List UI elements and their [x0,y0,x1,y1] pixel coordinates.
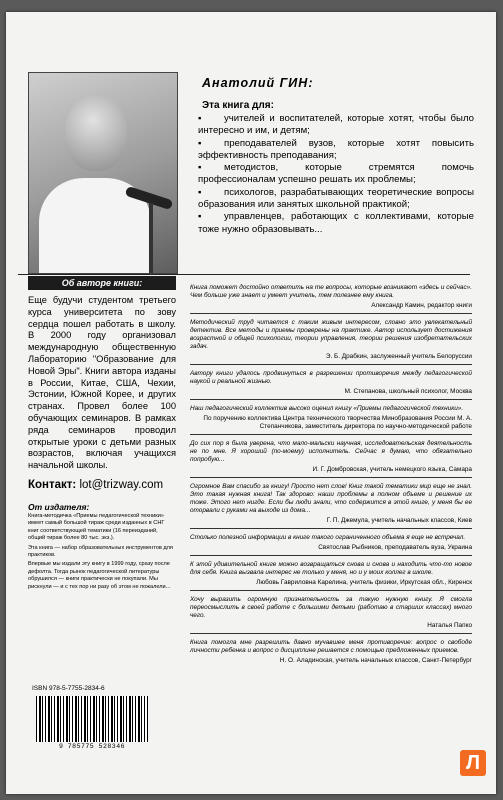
review: Наш педагогический коллектив высоко оценил книгу «Приемы педагогической техники». По поручению коллектива Центра технического творчества Минобразования России М. А. Степанчикова, заместитель директора по научно-методической работе [190,403,472,435]
list-item: ▪ учителей и воспитателей, которые хотят, чтобы было интересно и им, и детям; [198,113,474,137]
audience-list [198,113,474,236]
list-item: ▪ психологов, разрабатывающих теоретические вопросы образования или занятых школьной практикой; [198,186,474,211]
review: Книга поможет достойно ответить на те вопросы, которые возникают «здесь и сейчас». Чем больше уже знает и умеет учитель, тем полезнее ему книга. Александр Камин, редактор книги [190,282,472,314]
review: Автору книги удалось продвинуться в разрешении противоречия между педагогической наукой и реальной жизнью. М. Степанова, школьный психолог, Москва [190,368,472,400]
review: Огромное Вам спасибо за книгу! Просто нет слов! Книг такой тематики мир еще не знал. Это такая нужная книга! Так здорово: наши проблемы в полном объеме и решение их тоже. Этого нет нигде. Если бы люди знали, что содержится в этой книге, у меня бы ее оторвали с руками на выходе из дома... Г. П. Джемула, учитель начальных классов, Киев [190,481,472,529]
book-back-cover [6,12,496,794]
publisher-header: От издателя: [28,502,90,512]
review: До сих пор я была уверена, что мало-мальски научная, исследовательская деятельность не по мне. Я хороший (по-моему) исполнитель. Сейчас я думаю, что обязательно попробую... И. Г. Домбровская, учитель немецкого языка, Самара [190,438,472,478]
barcode [36,696,148,742]
contact-label: Контакт: [28,479,77,491]
review: Методический труд читается с таким живым интересом, словно это увлекательный детектив. Все методы и приемы проверены на практике. Автор использует достижения возрастной и общей психологии, теории управления, теории решения изобретательских задач. Э. Б. Драбкин, заслуженный учитель Белоруссии [190,317,472,365]
contact-email[interactable]: lot@trizway.com [79,479,164,491]
publisher-paragraph: Книга-методичка «Приемы педагогической техники» имеет самый большой тираж среди изданных в СНГ книг соответствующей тематики (16 переизданий, общий тираж более 80 тыс. экз.). [28,513,165,542]
reviews [190,282,472,671]
about-header: Об авторе книги: [28,276,176,290]
author-name: Анатолий ГИН: [202,76,314,90]
barcode-number: 9 785775 528346 [58,743,125,750]
store-logo-icon[interactable]: Л [460,750,486,776]
author-photo [28,72,178,274]
publisher-paragraph: Эта книга — набор образовательных инструментов для практиков. [28,544,173,559]
list-item: ▪ преподавателей вузов, которые хотят повысить эффективность преподавания; [198,137,474,161]
publisher-text [28,513,176,593]
review: Книга помогла мне разрешить давно мучавшее меня противоречие: вопрос о свободе личности ребенка и вопрос о дисциплине решается с помощью предложенных приемов. Н. О. Аладинская, учитель начальных классов, Санкт-Петербург [190,639,472,664]
divider [18,274,470,275]
contact [28,479,163,491]
isbn: ISBN 978-5-7755-2834-6 [32,685,105,692]
review: К этой удивительной книге можно возвращаться снова и снова и находить что-то новое для себя. Книга вызвала интерес не только у меня, но и у моих коллег в школе. Любовь Гавриловна Карелина, учитель физики, Иркутская обл., Киренск [190,559,472,591]
review: Хочу выразить огромную признательность за такую нужную книгу. Я смогла переосмыслить в своей работе с большими детьми (работаю в старших классах) много чего. Наталья Папко [190,594,472,634]
review: Столько полезной информации в книге такого ограниченного объема я еще не встречал. Святослав Рыбников, преподаватель вуза, Украина [190,532,472,556]
intro-title: Эта книга для: [202,100,274,111]
list-item: ▪ управленцев, работающих с коллективами, которые тоже нужно образовывать... [198,211,474,235]
list-item: ▪ методистов, которые стремятся помочь профессионалам успешно решать их проблемы; [198,162,474,186]
about-text: Еще будучи студентом третьего курса университета по зову сердца пошел работать в школу. В 2000 году организовал международную общественную Лабораторию "Образование для Новой Эры". Книги автора изданы в России, Китае, США, Чехии, Эстонии, Южной Корее, и других странах. Провел более 100 обучающих семинаров. В рамках ряда семинаров проводил открытые уроки с детьми разных возрастов, включая учащихся начальной школы. [28,295,176,471]
publisher-paragraph: Впервые мы издали эту книгу в 1999 году, сразу после дефолта. Тогда рынок педагогической литературы обрушился — книги практически не покупали. Мы рискнули — и с тех пор ни разу об этом не пожалели... [28,561,171,590]
